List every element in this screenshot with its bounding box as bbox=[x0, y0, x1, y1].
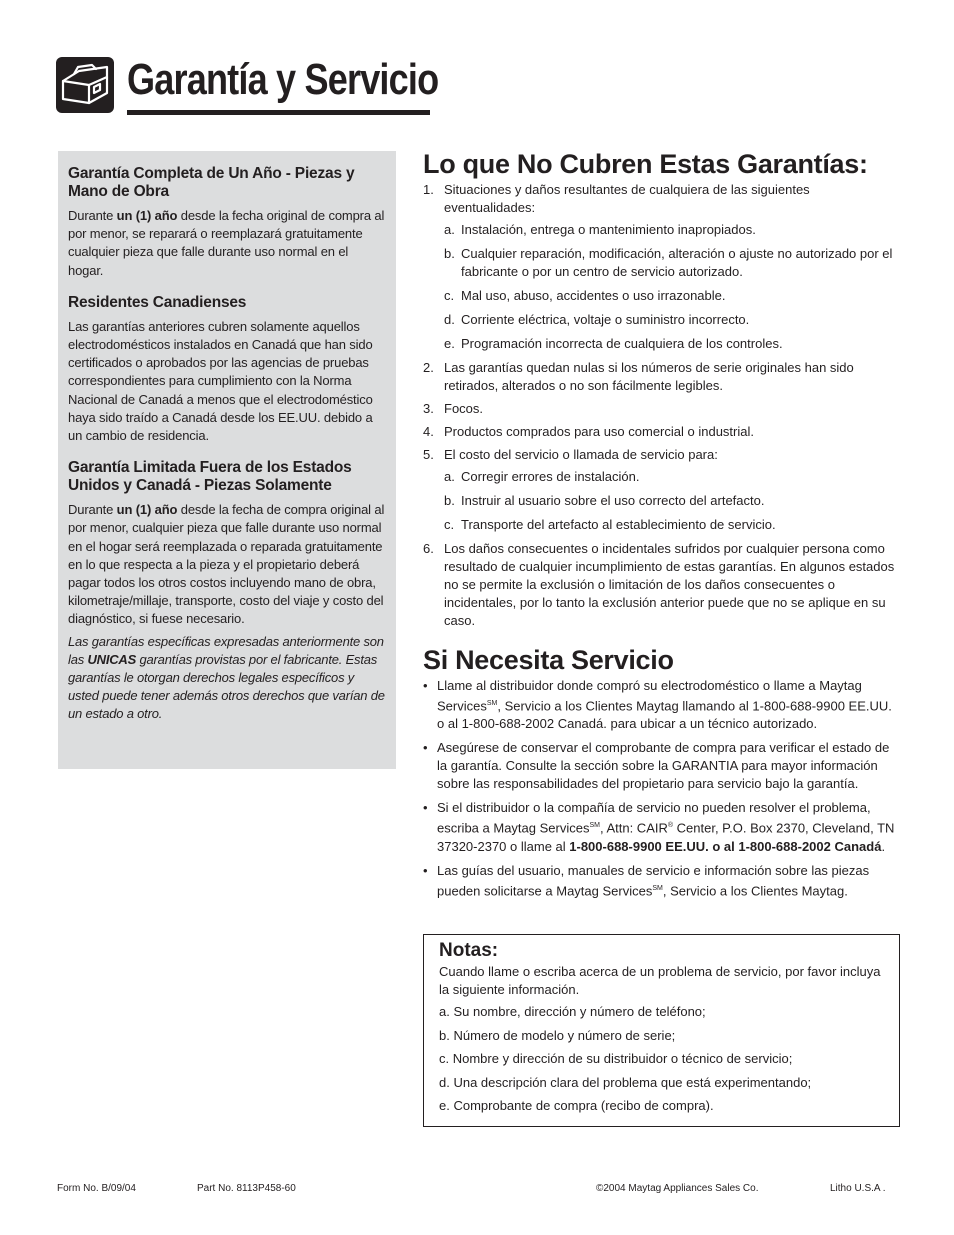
exclusion-text: Productos comprados para uso comercial o industrial. bbox=[444, 424, 754, 439]
service-list bbox=[423, 677, 901, 900]
full-warranty-text-pre: Durante bbox=[68, 208, 117, 223]
exclusion-text: Focos. bbox=[444, 401, 484, 416]
exclusion-number: 2. bbox=[423, 360, 434, 375]
footer-part-number: Part No. 8113P458-60 bbox=[197, 1183, 296, 1194]
exclusion-subitem bbox=[444, 287, 901, 305]
warranty-note-pre: Las garantías específicas expresadas anteriormente son las bbox=[68, 633, 384, 667]
exclusion-number: 3. bbox=[423, 401, 434, 416]
exclusion-text: Las garantías quedan nulas si los números de serie originales han sido retirados, alterados o no son fácilmente legibles. bbox=[444, 360, 854, 393]
service-phone-numbers: 1-800-688-9900 EE.UU. o al 1-800-688-2002 Canadá bbox=[569, 838, 882, 854]
bullet-icon: • bbox=[423, 800, 428, 816]
service-text: , Servicio a los Clientes Maytag llamando al 1-800-688-9900 EE.UU. o al 1-800-688-2002 Canadá. para ubicar a un técnico autorizado. bbox=[437, 698, 892, 732]
exclusion-subitem bbox=[444, 516, 901, 534]
full-warranty-text-bold: un (1) año bbox=[116, 208, 178, 223]
exclusion-subitem bbox=[444, 311, 901, 329]
warranty-note-bold: UNICAS bbox=[87, 651, 137, 667]
service-text: Center, P.O. Box 2370, Cleveland, TN 37320-2370 o llame al bbox=[437, 820, 895, 854]
footer-copyright: ©2004 Maytag Appliances Sales Co. bbox=[596, 1183, 759, 1194]
subitem-text: Corregir errores de instalación. bbox=[461, 469, 640, 484]
exclusion-text: Los daños consecuentes o incidentales sufridos por cualquier persona como resultado de cualquier incumplimiento de estas garantías. En algunos estados no se permite la exclusión o limitación de los daños consecuentes o incidentales, por lo tanto la exclusión anterior puede que no se aplique en su caso. bbox=[444, 541, 895, 628]
service-item bbox=[423, 862, 901, 900]
service-text: Llame al distribuidor donde compró su electrodoméstico o llame a Maytag Services bbox=[437, 678, 862, 714]
footer-form-number: Form No. B/09/04 bbox=[57, 1183, 136, 1194]
exclusion-sublist bbox=[444, 221, 901, 353]
full-warranty-text-post: desde la fecha original de compra al por menor, se reparará o reemplazará gratuitamente cualquier pieza que falle durante uso normal en el hogar. bbox=[68, 208, 385, 278]
service-text: . bbox=[881, 838, 886, 854]
notes-box bbox=[423, 934, 900, 1127]
exclusion-item bbox=[423, 359, 901, 395]
notes-item: d. Una descripción clara del problema que está experimentando; bbox=[439, 1074, 812, 1090]
full-warranty-text bbox=[68, 207, 386, 280]
bullet-icon: • bbox=[423, 740, 428, 756]
bullet-icon: • bbox=[423, 862, 428, 878]
warranty-note-post: garantías provistas por el fabricante. Estas garantías le otorgan derechos legales específicos y usted puede tener además otros derechos que varían de un estado a otro. bbox=[68, 651, 385, 722]
exclusion-number: 6. bbox=[423, 541, 434, 556]
subitem-letter: c. bbox=[444, 517, 455, 532]
registered-mark: ® bbox=[667, 822, 674, 830]
service-text: , Servicio a los Clientes Maytag. bbox=[662, 882, 848, 898]
exclusions-list bbox=[423, 181, 901, 630]
service-item bbox=[423, 677, 901, 733]
exclusion-item bbox=[423, 423, 901, 441]
notes-title: Notas: bbox=[439, 940, 499, 961]
subitem-text: Instalación, entrega o mantenimiento inapropiados. bbox=[461, 222, 756, 237]
full-warranty-heading: Garantía Completa de Un Año - Piezas y Mano de Obra bbox=[68, 165, 355, 200]
exclusion-number: 1. bbox=[423, 182, 434, 197]
service-text: Las guías del usuario, manuales de servicio e información sobre las piezas pueden solicitarse a Maytag Services bbox=[437, 862, 870, 898]
limited-warranty-text bbox=[68, 501, 386, 628]
subitem-letter: a. bbox=[444, 222, 455, 237]
notes-item: c. Nombre y dirección de su distribuidor o técnico de servicio; bbox=[439, 1051, 793, 1066]
page-title: Garantía y Servicio bbox=[127, 55, 439, 104]
title-underline bbox=[127, 110, 430, 115]
right-column bbox=[423, 148, 901, 906]
limited-warranty-text-post: desde la fecha de compra original al por menor, cualquier pieza que falle durante uso normal en el hogar será reemplazada o reparada gratuitamente en lo que respecta a la pieza y el propietario deberá pagar todos los otros costos incluyendo mano de obra, kilometraje/millaje, transporte, costo del viaje y costo del diagnóstico, si fuese necesario. bbox=[68, 502, 385, 627]
exclusion-item bbox=[423, 446, 901, 534]
subitem-letter: b. bbox=[444, 246, 455, 261]
bullet-icon: • bbox=[423, 678, 428, 693]
footer-litho: Litho U.S.A . bbox=[830, 1183, 886, 1194]
toolbox-icon bbox=[56, 57, 114, 113]
service-mark: SM bbox=[486, 700, 498, 707]
exclusion-text: El costo del servicio o llamada de servicio para: bbox=[444, 447, 718, 462]
subitem-text: Corriente eléctrica, voltaje o suministro incorrecto. bbox=[461, 312, 750, 327]
canadian-residents-heading: Residentes Canadienses bbox=[68, 293, 247, 311]
subitem-text: Programación incorrecta de cualquiera de los controles. bbox=[461, 336, 783, 351]
exclusion-item bbox=[423, 540, 901, 630]
subitem-text: Transporte del artefacto al establecimiento de servicio. bbox=[461, 517, 776, 532]
exclusion-item bbox=[423, 181, 901, 353]
canadian-residents-text: Las garantías anteriores cubren solamente aquellos electrodomésticos instalados en Canadá que han sido certificados o aprobados por las agencias de pruebas correspondientes para cumplimiento con la Norma Nacional de Canadá a menos que el electrodoméstico haya sido traído a Canadá desde los EE.UU. debido a un cambio de residencia. bbox=[68, 318, 373, 444]
exclusion-item bbox=[423, 400, 901, 418]
subitem-letter: c. bbox=[444, 288, 455, 303]
notes-item: e. Comprobante de compra (recibo de compra). bbox=[439, 1098, 714, 1113]
limited-warranty-text-bold: un (1) año bbox=[116, 502, 178, 518]
exclusion-sublist bbox=[444, 468, 901, 534]
service-item bbox=[423, 799, 901, 855]
limited-warranty-text-pre: Durante bbox=[68, 502, 117, 518]
subitem-text: Instruir al usuario sobre el uso correcto del artefacto. bbox=[461, 493, 765, 508]
exclusions-title: Lo que No Cubren Estas Garantías: bbox=[423, 149, 868, 179]
subitem-letter: b. bbox=[444, 493, 455, 508]
notes-item: b. Número de modelo y número de serie; bbox=[439, 1027, 676, 1043]
notes-intro: Cuando llame o escriba acerca de un problema de servicio, por favor incluya la siguiente información. bbox=[439, 964, 881, 997]
exclusion-subitem bbox=[444, 468, 901, 486]
exclusion-subitem bbox=[444, 335, 901, 353]
exclusion-number: 4. bbox=[423, 424, 434, 439]
service-mark: SM bbox=[652, 884, 663, 892]
service-text: Si el distribuidor o la compañía de servicio no pueden resolver el problema, escriba a Maytag Services bbox=[437, 800, 871, 836]
warranty-note bbox=[68, 633, 386, 724]
exclusion-subitem bbox=[444, 492, 901, 510]
subitem-letter: e. bbox=[444, 336, 455, 351]
exclusion-number: 5. bbox=[423, 447, 434, 462]
service-item bbox=[423, 739, 901, 793]
subitem-text: Cualquier reparación, modificación, alteración o ajuste no autorizado por el fabricante o por un centro de servicio autorizado. bbox=[461, 246, 893, 279]
service-mark: SM bbox=[589, 822, 600, 830]
exclusion-subitem bbox=[444, 245, 901, 281]
limited-warranty-heading: Garantía Limitada Fuera de los Estados Unidos y Canadá - Piezas Solamente bbox=[68, 459, 352, 495]
service-text: Asegúrese de conservar el comprobante de compra para verificar el estado de la garantía. Consulte la sección sobre la GARANTIA para mayor información sobre las responsabilidades del propietario para servicio bajo la garantía. bbox=[437, 740, 890, 792]
warranty-box bbox=[58, 151, 396, 769]
service-title: Si Necesita Servicio bbox=[423, 645, 674, 675]
notes-item: a. Su nombre, dirección y número de teléfono; bbox=[439, 1004, 706, 1019]
service-text: , Attn: CAIR bbox=[599, 820, 668, 836]
exclusion-text: Situaciones y daños resultantes de cualquiera de las siguientes eventualidades: bbox=[444, 182, 810, 215]
subitem-letter: d. bbox=[444, 312, 455, 327]
subitem-text: Mal uso, abuso, accidentes o uso irrazonable. bbox=[461, 288, 726, 303]
exclusion-subitem bbox=[444, 221, 901, 239]
subitem-letter: a. bbox=[444, 469, 455, 484]
